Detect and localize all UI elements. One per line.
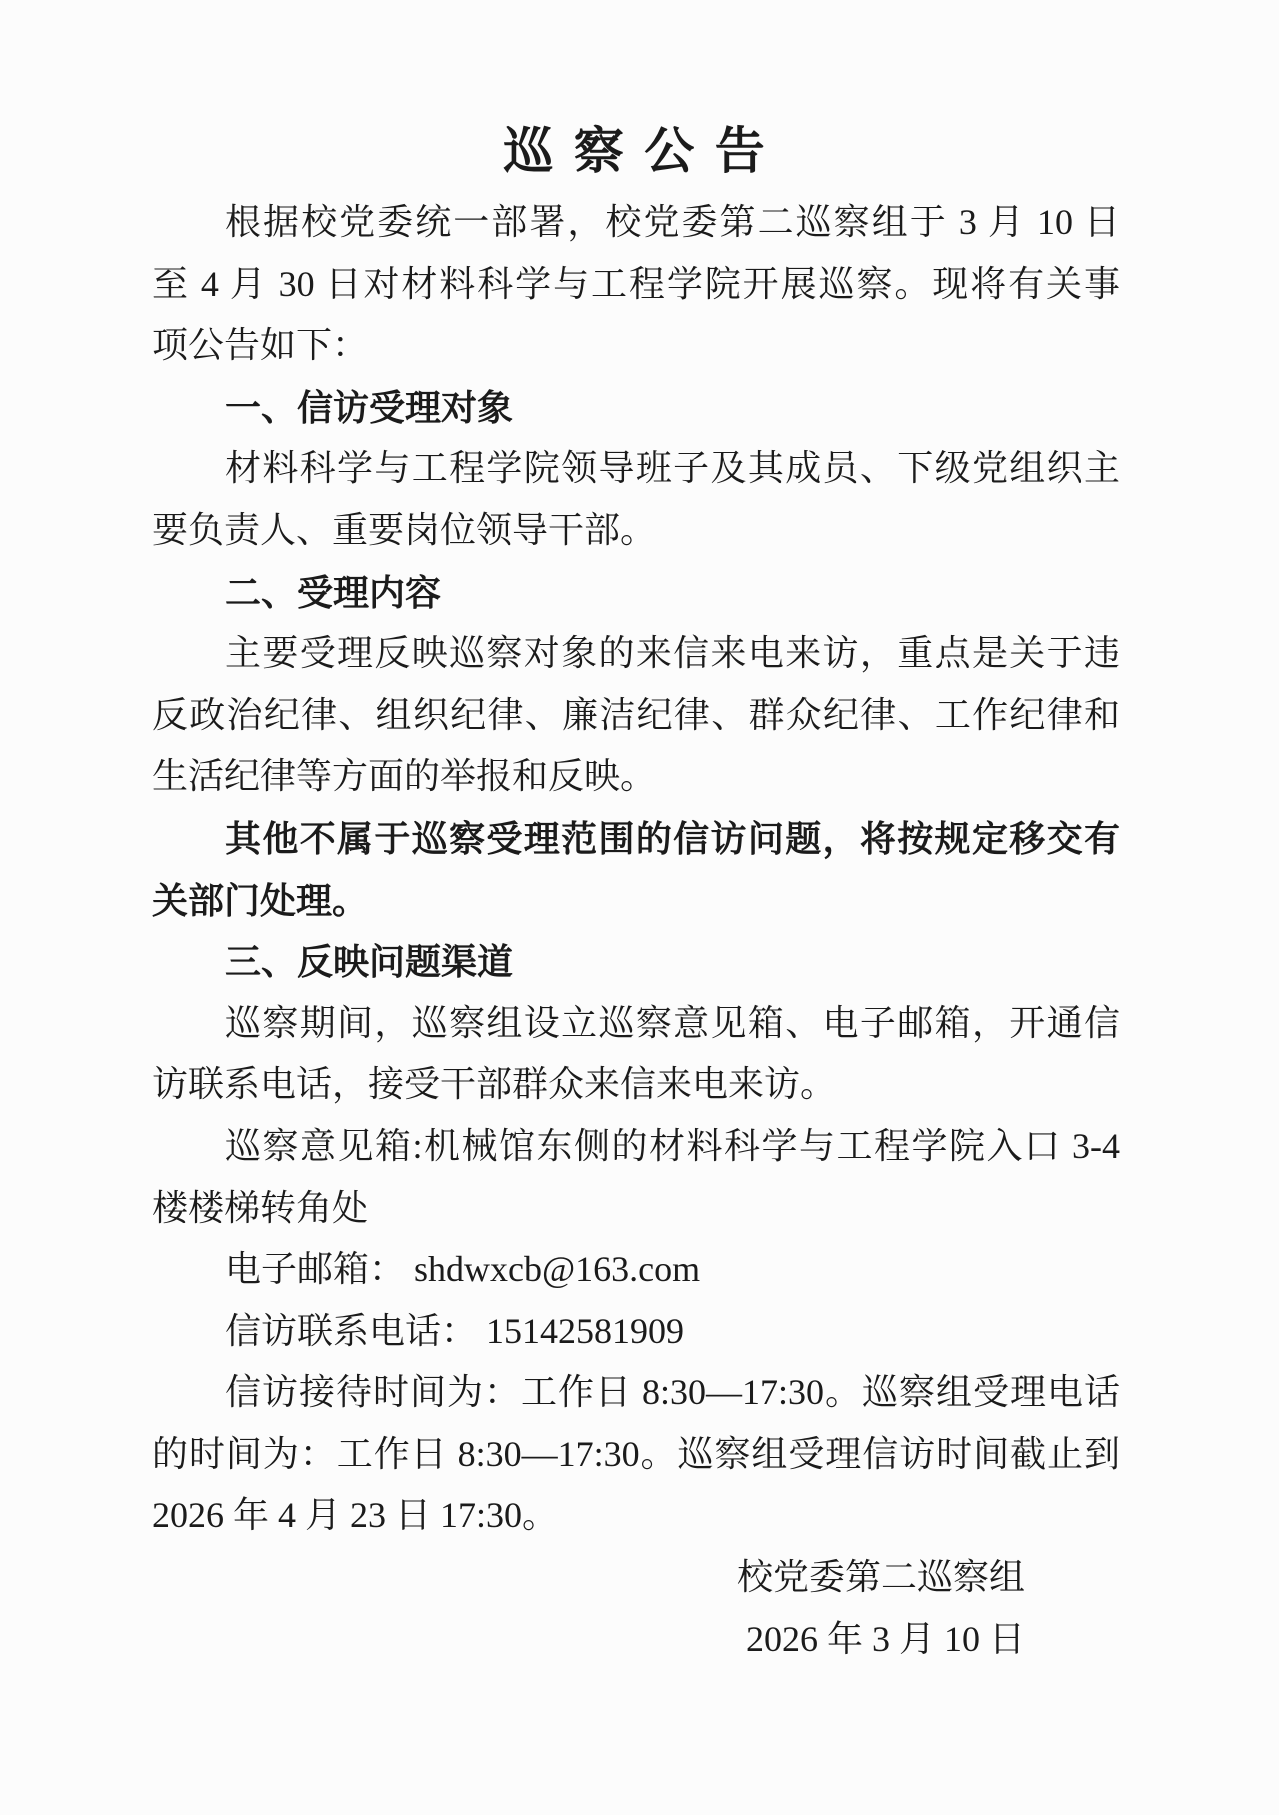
text-line: 根据校党委统一部署，校党委第二巡察组于 3 月 10 日 — [225, 202, 1120, 242]
text-line: 的时间为：工作日 8:30—17:30。巡察组受理信访时间截止到 — [152, 1433, 1120, 1474]
text-line: 2026 年 4 月 23 日 17:30。 — [152, 1495, 559, 1536]
text-line: 二、受理内容 — [225, 571, 442, 613]
text-line: 生活纪律等方面的举报和反映。 — [152, 756, 657, 797]
text-line: 反政治纪律、组织纪律、廉洁纪律、群众纪律、工作纪律和 — [152, 694, 1120, 735]
text-line: 要负责人、重要岗位领导干部。 — [152, 509, 657, 550]
text-line: 楼楼梯转角处 — [152, 1187, 369, 1228]
text-line: 关部门处理。 — [152, 879, 369, 921]
document-title: 巡 察 公 告 — [503, 123, 769, 179]
text-line: 至 4 月 30 日对材料科学与工程学院开展巡察。现将有关事 — [152, 263, 1120, 304]
text-line: 访联系电话，接受干部群众来信来电来访。 — [152, 1064, 837, 1105]
text-line: 一、信访受理对象 — [225, 386, 514, 428]
text-line: 巡察期间，巡察组设立巡察意见箱、电子邮箱，开通信 — [225, 1002, 1120, 1043]
text-line: 信访接待时间为：工作日 8:30—17:30。巡察组受理电话 — [225, 1372, 1120, 1413]
text-line: 主要受理反映巡察对象的来信来电来访，重点是关于违 — [225, 633, 1120, 674]
text-line: 项公告如下： — [152, 325, 369, 366]
text-line: 校党委第二巡察组 — [736, 1557, 1025, 1598]
text-line: 材料科学与工程学院领导班子及其成员、下级党组织主 — [225, 448, 1120, 489]
document-body — [152, 192, 1120, 1670]
text-line: 信访联系电话： 15142581909 — [225, 1310, 685, 1351]
text-line: 三、反映问题渠道 — [225, 941, 514, 983]
text-line: 电子邮箱： shdwxcb@163.com — [225, 1249, 701, 1290]
text-line: 2026 年 3 月 10 日 — [745, 1618, 1025, 1659]
text-line: 其他不属于巡察受理范围的信访问题，将按规定移交有 — [225, 817, 1120, 859]
text-line: 巡察意见箱:机械馆东侧的材料科学与工程学院入口 3-4 — [225, 1125, 1120, 1166]
